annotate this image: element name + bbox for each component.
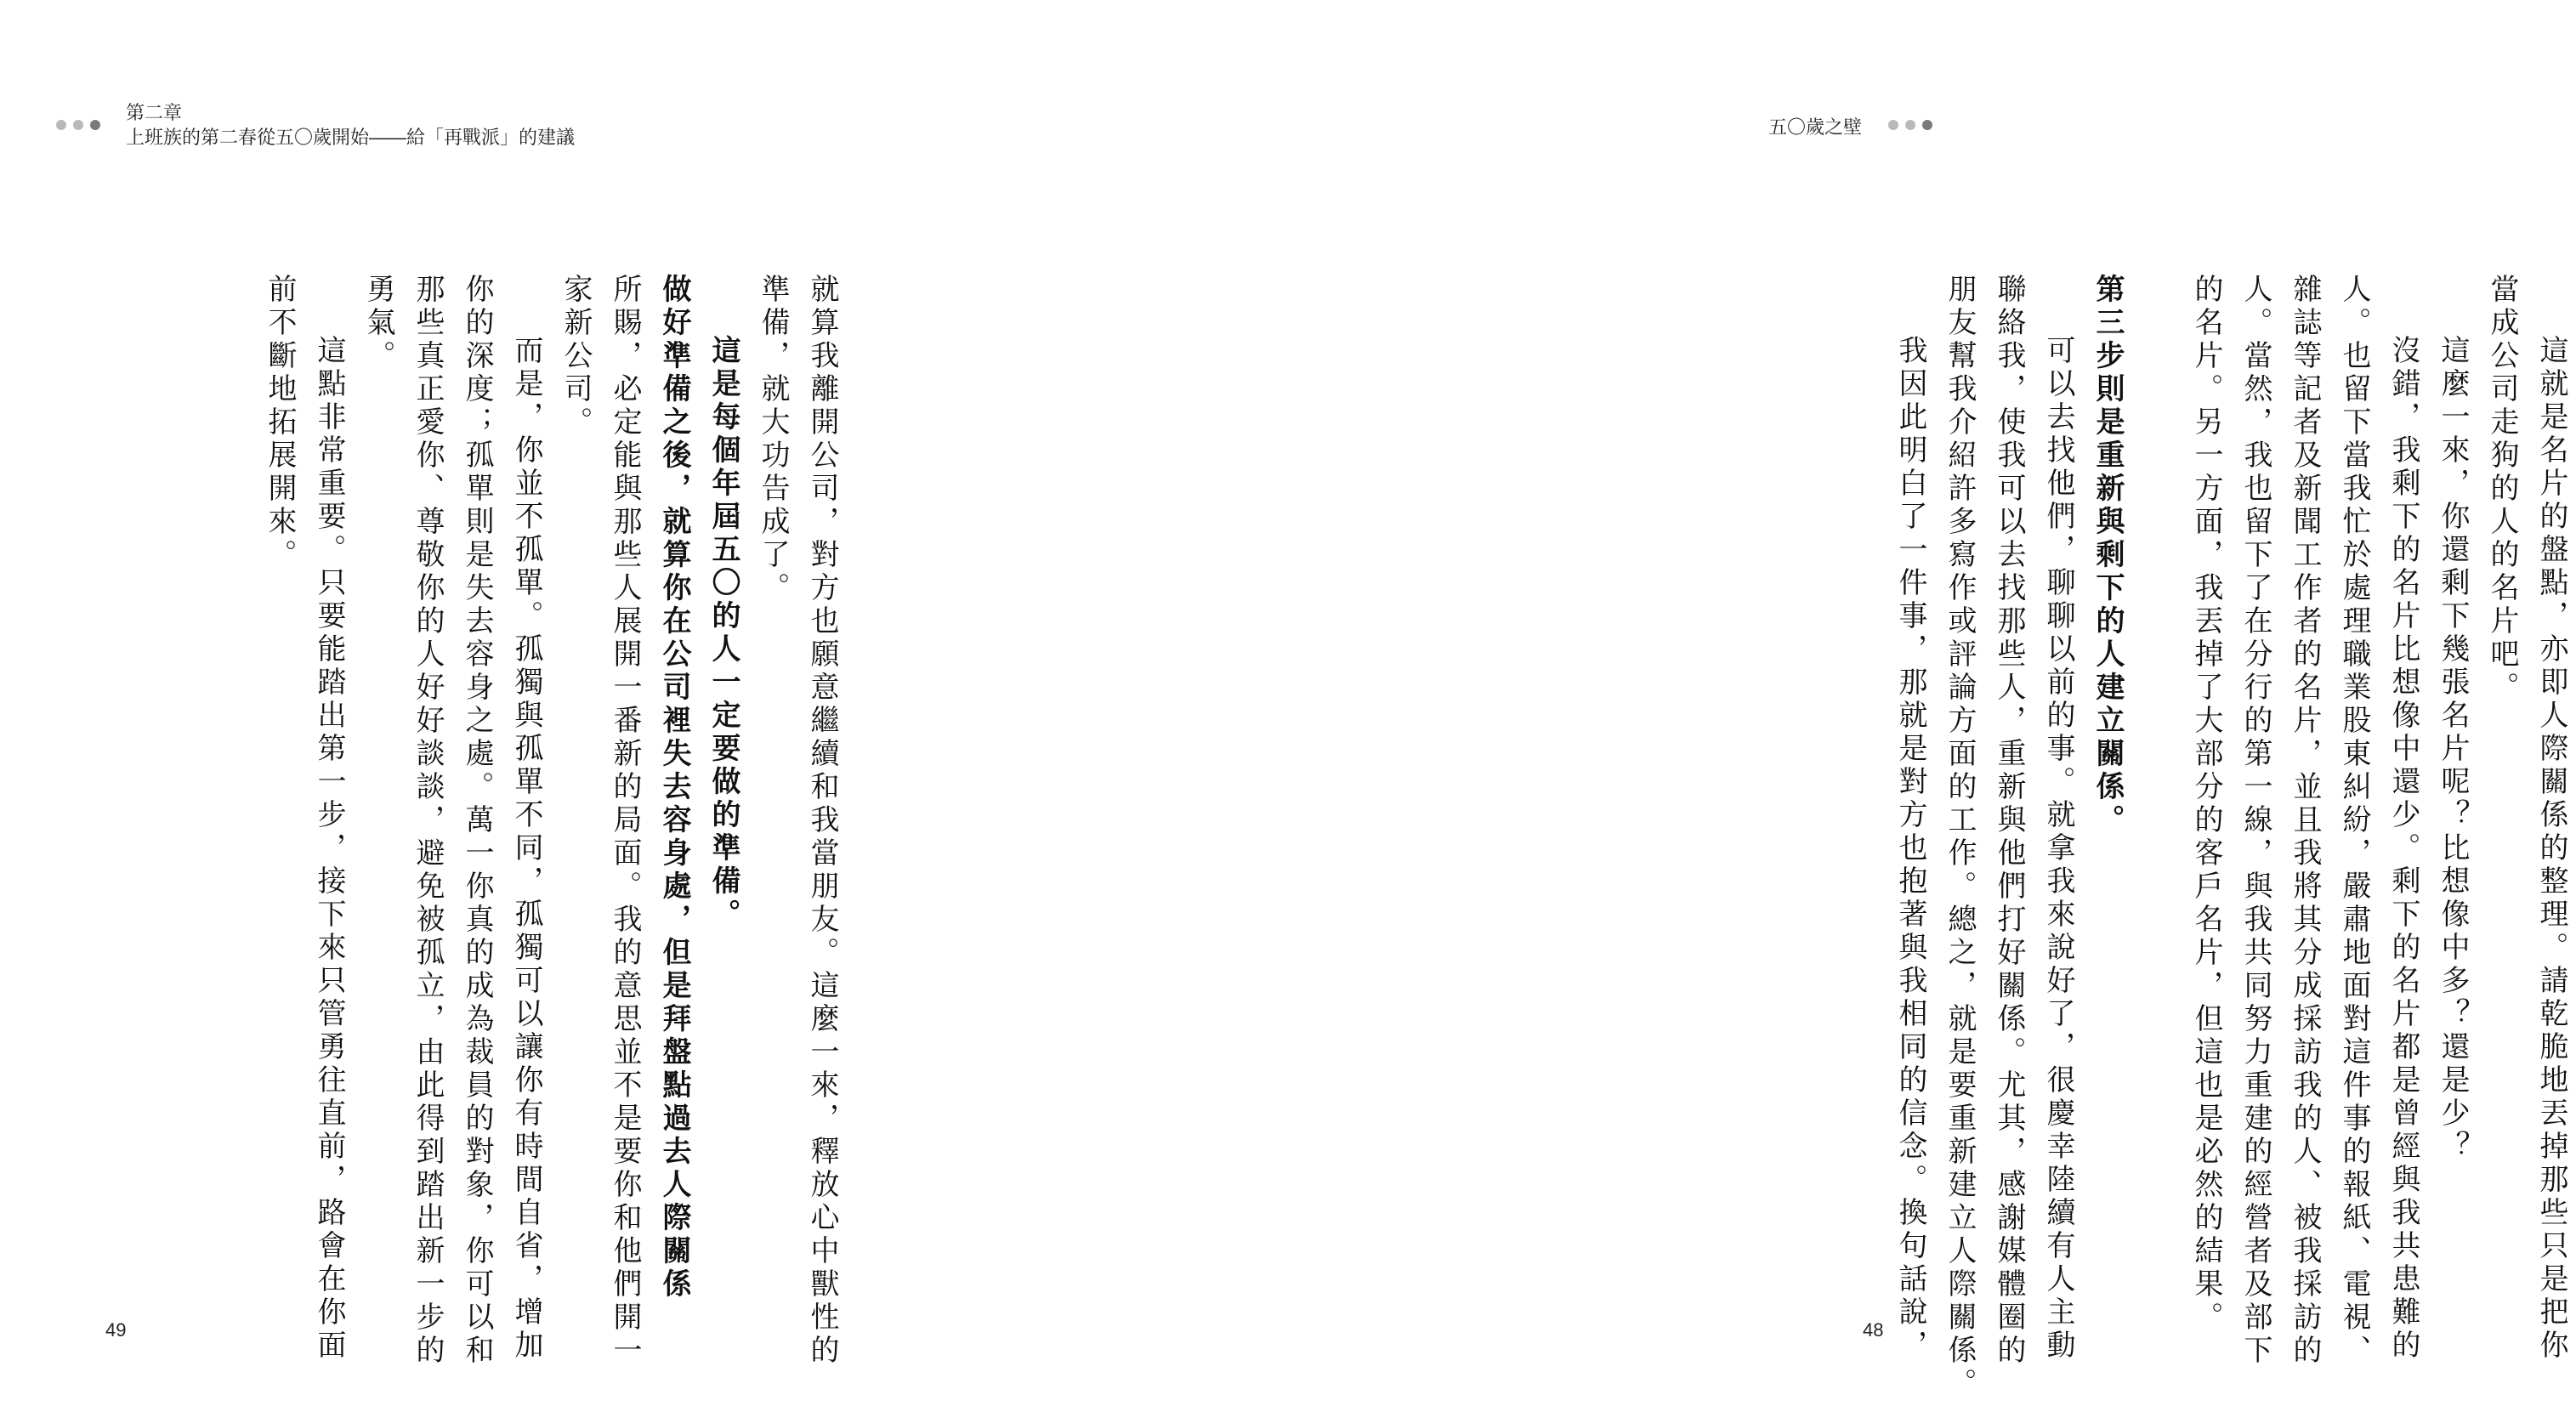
text-line: 就算我離開公司，對方也願意繼續和我當朋友。這麼一來，釋放心中獸性的 <box>805 274 839 1368</box>
text-line: 所賜，必定能與那些人展開一番新的局面。我的意思並不是要你和他們開一 <box>608 274 642 1368</box>
text-line: 我因此明白了一件事，那就是對方也抱著與我相同的信念。換句話說， <box>1893 335 1927 1363</box>
text-line: 你的深度；孤單則是失去容身之處。萬一你真的成為裁員的對象，你可以和 <box>460 274 494 1368</box>
text-line: 這麼一來，你還剩下幾張名片呢？比想像中多？還是少？ <box>2436 335 2470 1164</box>
text-line: 做好準備之後，就算你在公司裡失去容身處，但是拜盤點過去人際關係 <box>657 274 691 1301</box>
text-line: 而是，你並不孤單。孤獨與孤單不同，孤獨可以讓你有時間自省，增加 <box>509 335 543 1363</box>
left-running-header <box>126 100 575 150</box>
text-line: 家新公司。 <box>559 274 593 439</box>
text-line: 可以去找他們，聊聊以前的事。就拿我來說好了，很慶幸陸續有人主動 <box>2041 335 2075 1363</box>
text-line: 人。當然，我也留下了在分行的第一線，與我共同努力重建的經營者及部下 <box>2238 274 2272 1368</box>
book-title-header: 五〇歲之壁 <box>1768 116 1863 138</box>
text-line: 人。也留下當我忙於處理職業股東糾紛，嚴肅地面對這件事的報紙、電視、 <box>2337 274 2371 1368</box>
header-dots-left <box>56 120 100 130</box>
page-number-right: 48 <box>1863 1319 1884 1341</box>
dot-icon <box>73 120 83 130</box>
text-line: 第三步則是重新與剩下的人建立關係。 <box>2091 274 2125 837</box>
dot-icon <box>1905 120 1915 130</box>
header-dots-right <box>1888 120 1932 130</box>
text-line: 的名片。另一方面，我丟掉了大部分的客戶名片，但這也是必然的結果。 <box>2189 274 2223 1335</box>
dot-icon <box>1888 120 1898 130</box>
dot-icon <box>1922 120 1932 130</box>
dot-icon <box>90 120 100 130</box>
text-line: 準備，就大功告成了。 <box>756 274 790 605</box>
text-line: 雜誌等記者及新聞工作者的名片，並且我將其分成採訪我的人、被我採訪的 <box>2288 274 2322 1368</box>
text-line: 這是每個年屆五〇的人一定要做的準備。 <box>706 335 740 932</box>
dot-icon <box>56 120 66 130</box>
text-line: 朋友幫我介紹許多寫作或評論方面的工作。總之，就是要重新建立人際關係。 <box>1943 274 1977 1401</box>
left-page-body <box>260 274 847 1368</box>
text-line: 勇氣。 <box>361 274 395 373</box>
text-line: 前不斷地拓展開來。 <box>263 274 297 572</box>
text-line: 沒錯，我剩下的名片比想像中還少。剩下的名片都是曾經與我共患難的 <box>2386 335 2420 1363</box>
text-line <box>2132 274 2182 1251</box>
text-line: 這點非常重要。只要能踏出第一步，接下來只管勇往直前，路會在你面 <box>312 335 346 1363</box>
text-line: 聯絡我，使我可以去找那些人，重新與他們打好關係。尤其，感謝媒體圈的 <box>1992 274 2026 1368</box>
page-number-left: 49 <box>105 1319 127 1341</box>
text-line: 這就是名片的盤點，亦即人際關係的整理。請乾脆地丟掉那些只是把你 <box>2534 335 2568 1363</box>
chapter-label: 第二章 <box>126 102 183 123</box>
chapter-subtitle: 上班族的第二春從五〇歲開始——給「再戰派」的建議 <box>126 127 576 148</box>
text-line: 那些真正愛你、尊敬你的人好好談談，避免被孤立，由此得到踏出新一步的 <box>411 274 445 1368</box>
text-line: 當成公司走狗的人的名片吧。 <box>2485 274 2519 705</box>
